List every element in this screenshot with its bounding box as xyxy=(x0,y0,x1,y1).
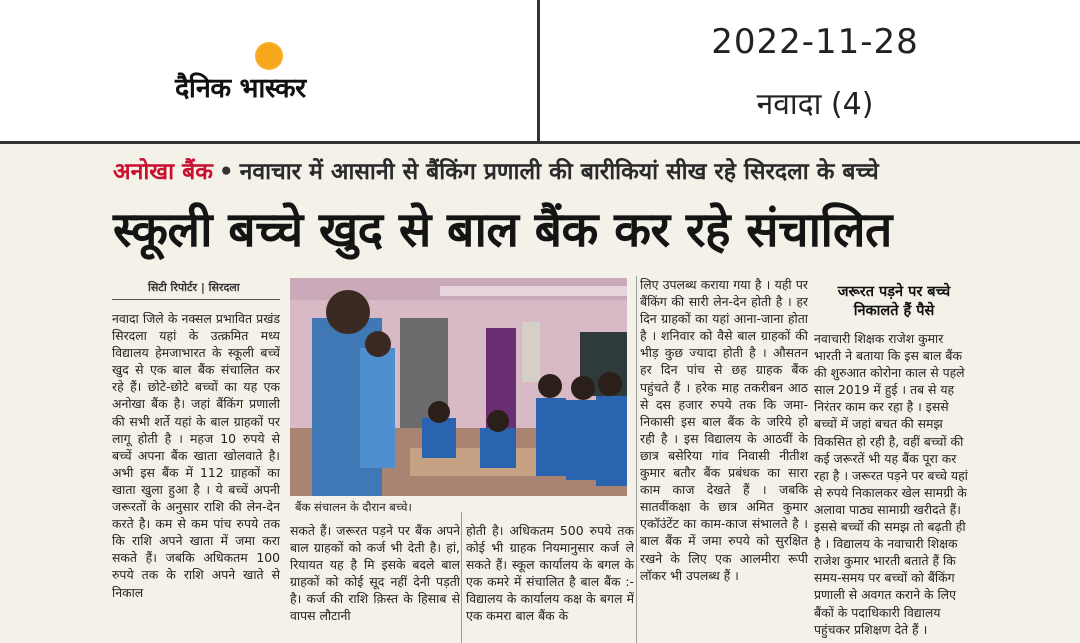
kicker-tag: अनोखा बैंक xyxy=(113,159,213,185)
kicker-text: नवाचार में आसानी से बैंकिंग प्रणाली की बारीकियां सीख रहे सिरदला के बच्चे xyxy=(239,159,879,185)
column-divider xyxy=(461,512,462,643)
sidebar-title: जरूरत पड़ने पर बच्चे निकालते हैं पैसे xyxy=(837,284,951,319)
classroom-photo-illustration xyxy=(290,278,627,496)
sidebar-text: नवाचारी शिक्षक राजेश कुमार भारती ने बताया कि इस बाल बैंक की शुरुआत कोरोना काल से पहले साल 2019 में हुई । तब से यह निरंतर काम कर रहा है । इससे बच्चों में जहां बचत की समझ विकसित हो रही है, वहीं बच्चों की कई जरूरतें भी यह बैंक पूरा कर रहा है । जरूरत पड़ने पर बच्चे यहां से रुपये निकालकर खेल सामग्री के अलावा पाठ्य सामाग्री खरीदते हैं। इससे बच्चों की समझ तो बढ़ती ही है । विद्यालय के नवाचारी शिक्षक राजेश कुमार भारती बताते हैं कि समय-समय पर बच्चों को बैंकिंग प्रणाली से अवगत कराने के लिए बैंकों के पदाधिकारी विद्यालय पहुंचकर प्रशिक्षण देते हैं । xyxy=(814,331,968,637)
article-photo xyxy=(290,278,627,496)
column-divider xyxy=(636,276,637,643)
headline: स्कूली बच्चे खुद से बाल बैंक कर रहे संचालित xyxy=(113,202,892,258)
kicker xyxy=(113,154,879,186)
edition-page: नवादा (4) xyxy=(756,87,874,122)
edition-date: 2022-11-28 xyxy=(711,22,919,62)
newspaper-logo: दैनिक भास्कर xyxy=(175,73,306,104)
sun-logo-icon xyxy=(255,42,283,70)
header-divider xyxy=(537,0,540,143)
photo-caption: बैंक संचालन के दौरान बच्चे। xyxy=(295,500,412,514)
byline-rule xyxy=(112,299,280,300)
byline: सिटी रिपोर्टर | सिरदला xyxy=(148,281,240,294)
article-column-4: लिए उपलब्ध कराया गया है । यही पर बैंकिंग की सारी लेन-देन होती है । हर दिन ग्राहकों का यहां आना-जाना होता है । शनिवार को वैसे बाल ग्राहकों की भीड़ कुछ ज्यादा होती है । औसतन हर दिन पांच से छह ग्राहक बैंक पहुंचते हैं । हरेक माह तकरीबन आठ से दस हजार रुपये तक कि जमा-निकासी इस बाल बैंक के जरिये हो रही है । इस विद्यालय के आठवीं के छात्र बसेरिया गांव निवासी नीतीश कुमार बतौर बैंक प्रबंधक का सारा काम काज देखते हैं । जबकि सातवींकक्षा के छात्र अमित कुमार एकॉउंटेंट का काम-काज संभालते है । बाल बैंक में जमा रुपये को सुरक्षित रखने के लिए एक आलमीरा रूपी लॉकर भी उपलब्ध हैं । xyxy=(640,277,808,583)
article-column-2: सकते हैं। जरूरत पड़ने पर बैंक अपने बाल ग्राहकों को कर्ज भी देती है। हां, रियायत यह है मि इसके बदले बाल ग्राहकों को कोई सूद नहीं देनी पड़ती है। कर्ज की राशि क़िस्त के हिसाब से वापस लौटानी xyxy=(290,523,460,624)
page-header xyxy=(0,0,1080,143)
kicker-bullet: • xyxy=(218,159,234,185)
article-column-1: नवादा जिले के नक्सल प्रभावित प्रखंड सिरदला यहां के उत्क्रमित मध्य विद्यालय हेमजाभारत के स्कूली बच्चें खुद से एक बाल बैंक संचालित कर रहे हैं। छोटे-छोटे बच्चों का यह एक अनोखा बैंक है। जहां बैंकिंग प्रणाली की सभी शर्ते यहां के बाल ग्राहकों पर लागू होती है । महज 10 रुपये से बच्चें अपना बैंक खाता खोलवाते है। अभी इस बैंक में 112 ग्राहकों का खाता खुला हुआ है । ये बच्चें अपनी जरूरतों के अनुसार राशि की लेन-देन करते है। कम से कम पांच रुपये तक कि राशि अपने खाता में जमा करा सकते हैं। जबकि अधिकतम 100 रुपये तक के राशि अपने खाते से निकाल xyxy=(112,311,280,600)
article-column-3: होती है। अधिकतम 500 रुपये तक कोई भी ग्राहक नियमानुसार कर्ज ले सकते हैं। स्कूल कार्यालय के बगल के एक कमरे में संचालित है बाल बैंक :- विद्यालय के कार्यालय कक्ष के बगल में एक कमरा बाल बैंक के xyxy=(466,523,634,624)
